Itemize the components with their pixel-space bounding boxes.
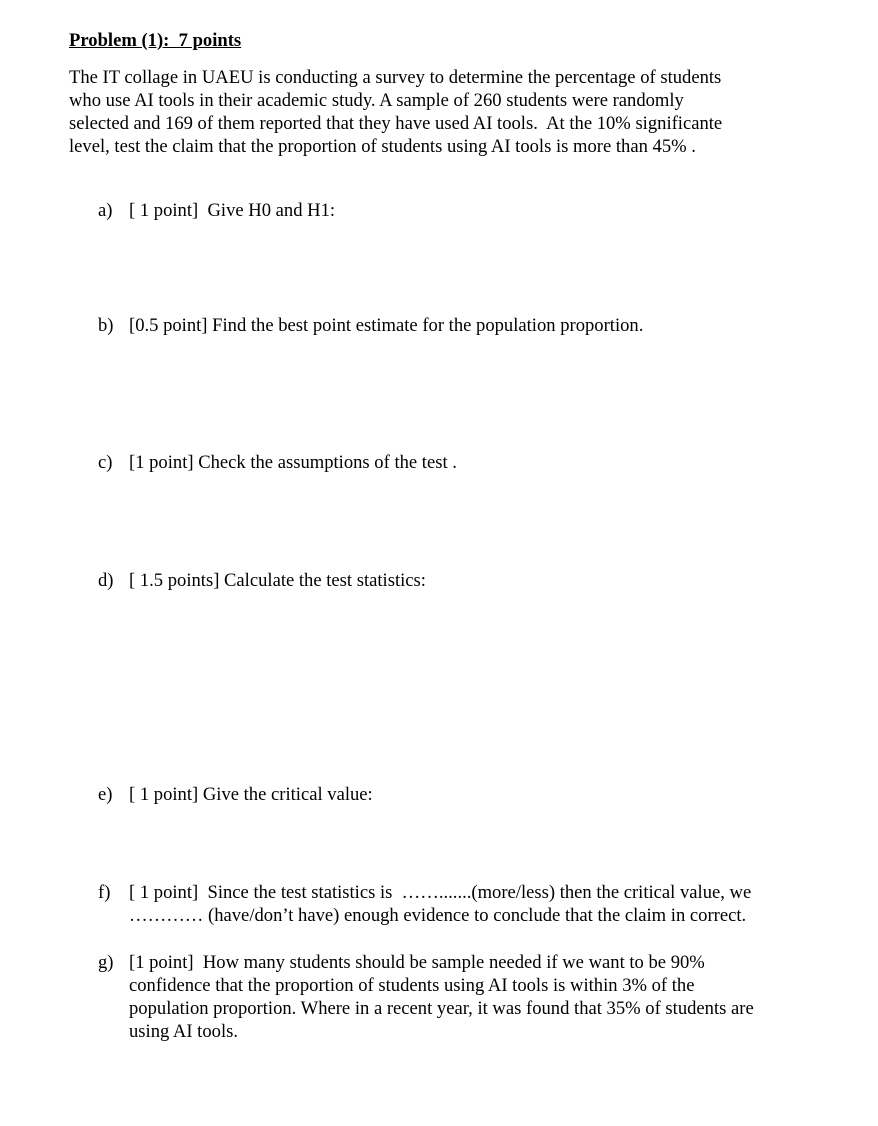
question-label: b) [98, 315, 114, 336]
statement-line: selected and 169 of them reported that they have used AI tools. At the 10% significante [69, 113, 723, 134]
question-text: [ 1 point] Give H0 and H1: [129, 200, 336, 221]
question-text: population proportion. Where in a recent year, it was found that 35% of students are [129, 998, 754, 1019]
question-text: ………… (have/don’t have) enough evidence to conclude that the claim in correct. [129, 905, 747, 926]
question-text: [ 1.5 points] Calculate the test statistics: [129, 570, 426, 591]
statement-line: level, test the claim that the proportion of students using AI tools is more than 45% . [69, 136, 696, 157]
question-text: [0.5 point] Find the best point estimate for the population proportion. [129, 315, 644, 336]
question-label: f) [98, 882, 111, 903]
question-text: [1 point] Check the assumptions of the test . [129, 452, 457, 473]
question-text: [1 point] How many students should be sample needed if we want to be 90% [129, 952, 705, 973]
question-label: c) [98, 452, 113, 473]
statement-line: who use AI tools in their academic study. A sample of 260 students were randomly [69, 90, 684, 111]
question-text: confidence that the proportion of students using AI tools is within 3% of the [129, 975, 695, 996]
question-label: d) [98, 570, 114, 591]
question-label: a) [98, 200, 113, 221]
question-label: g) [98, 952, 114, 973]
question-text: [ 1 point] Give the critical value: [129, 784, 373, 805]
question-text: using AI tools. [129, 1021, 238, 1042]
question-text: [ 1 point] Since the test statistics is …….......(more/less) then the critical value, we [129, 882, 752, 903]
problem-title: Problem (1): 7 points [69, 30, 242, 51]
problem-statement [69, 66, 789, 158]
question-label: e) [98, 784, 113, 805]
statement-line: The IT collage in UAEU is conducting a survey to determine the percentage of students [69, 67, 722, 88]
